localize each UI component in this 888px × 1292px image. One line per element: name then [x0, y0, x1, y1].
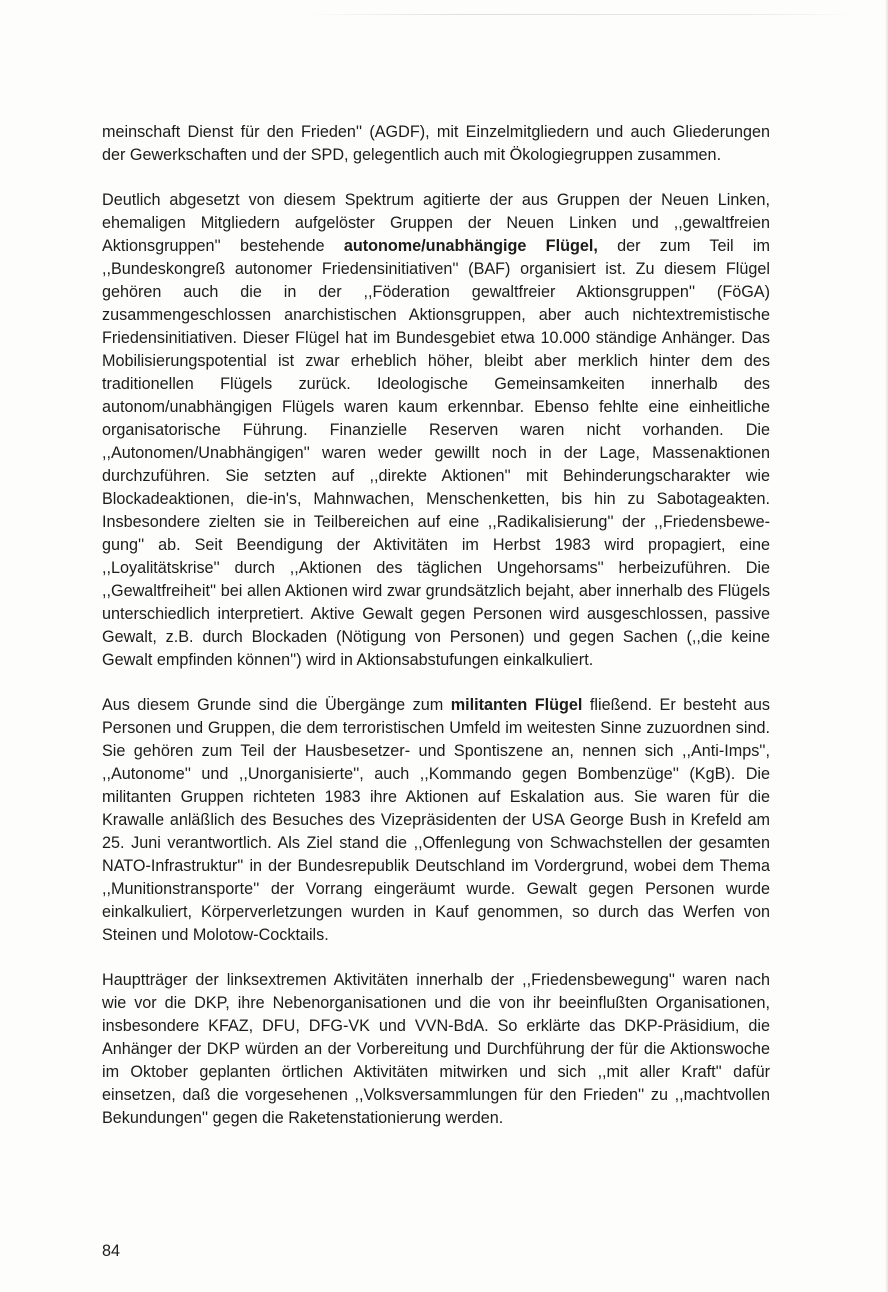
bold-term-militant-wing: militanten Flügel — [450, 696, 583, 714]
paragraph-text: meinschaft Dienst für den Frieden'' (AGDF), mit Einzelmitgliedern und auch Gliederungen der Gewerkschaften und der SPD, gelegentlich auch mit Ökologiegruppen zusammen. — [102, 123, 770, 164]
page-number: 84 — [102, 1242, 121, 1260]
paragraph-1 — [102, 121, 770, 167]
paragraph-text: Deutlich abgesetzt von diesem Spektrum agitierte der aus Gruppen der Neuen Linken, ehemaligen Mitgliedern aufgelöster Gruppen der Neuen Linken und ,,gewaltfreien Aktionsgruppen'' bestehende — [102, 191, 770, 255]
bold-term-autonomous-wing: autonome/unabhängige Flügel, — [343, 237, 598, 255]
page-body — [102, 121, 770, 1152]
paragraph-4 — [102, 969, 770, 1130]
paragraph-text: Aus diesem Grunde sind die Übergänge zum — [102, 696, 451, 714]
paragraph-2 — [102, 189, 770, 672]
paragraph-3 — [102, 694, 770, 947]
paragraph-text: der zum Teil im ,,Bundeskongreß autonomer Friedensinitiativen'' (BAF) organisiert ist. Zu diesem Flügel gehören auch die in der ,,Föderation gewaltfreier Aktionsgruppen'' (FöGA) zusammengeschlossen anarchistischen Aktionsgruppen, aber auch nichtextremistische Friedensinitiativen. Dieser Flügel hat im Bundesgebiet etwa 10.000 ständige Anhänger. Das Mobilisierungspotential ist zwar erheblich höher, bleibt aber merklich hinter dem des traditionellen Flügels zurück. Ideologische Gemeinsamkeiten innerhalb des autonom/unabhängigen Flügels waren kaum erkennbar. Ebenso fehlte eine einheitliche organisatorische Führung. Finanzielle Reserven waren nicht vorhanden. Die ,,Autonomen/Unabhängigen'' waren weder gewillt noch in der Lage, Massenaktionen durchzuführen. Sie setzten auf ,,direkte Aktionen'' mit Behinderungscharakter wie Blockadeaktionen, die-in's, Mahnwachen, Menschenketten, bis hin zu Sabotageakten. Insbesondere zielten sie in Teilbereichen auf eine ,,Radikalisierung'' der ,,Friedensbewegung'' ab. Seit Beendigung der Aktivitäten im Herbst 1983 wird propagiert, eine ,,Loyalitätskrise'' durch ,,Aktionen des täglichen Ungehorsams'' herbeizuführen. Die ,,Gewaltfreiheit'' bei allen Aktionen wird zwar grundsätzlich bejaht, aber innerhalb des Flügels unterschiedlich interpretiert. Aktive Gewalt gegen Personen wird ausgeschlossen, passive Gewalt, z.B. durch Blockaden (Nötigung von Personen) und gegen Sachen (,,die keine Gewalt empfinden können'') wird in Aktionsabstufungen einkalkuliert. — [102, 237, 771, 669]
paragraph-text: fließend. Er besteht aus Personen und Gruppen, die dem terroristischen Umfeld im weitesten Sinne zuzuordnen sind. Sie gehören zum Teil der Hausbesetzer- und Spontiszene an, nennen sich ,,Anti-Imps'', ,,Autonome'' und ,,Unorganisierte'', auch ,,Kommando gegen Bombenzüge'' (KgB). Die militanten Gruppen richteten 1983 ihre Aktionen auf Eskalation aus. Sie waren für die Krawalle anläßlich des Besuches des Vizepräsidenten der USA George Bush in Krefeld am 25. Juni verantwortlich. Als Ziel stand die ,,Offenlegung von Schwachstellen der gesamten NATO-Infrastruktur'' in der Bundesrepublik Deutschland im Vordergrund, wobei dem Thema ,,Munitionstransporte'' der Vorrang eingeräumt wurde. Gewalt gegen Personen wurde einkalkuliert, Körperverletzungen wurden in Kauf genommen, so durch das Werfen von Steinen und Molotow-Cocktails. — [102, 696, 770, 944]
paragraph-text: Hauptträger der linksextremen Aktivitäten innerhalb der ,,Friedensbewegung'' waren nach wie vor die DKP, ihre Nebenorganisationen und die von ihr beeinflußten Organisationen, insbesondere KFAZ, DFU, DFG-VK und VVN-BdA. So erklärte das DKP-Präsidium, die Anhänger der DKP würden an der Vorbereitung und Durchführung der für die Aktionswoche im Oktober geplanten örtlichen Aktivitäten mitwirken und sich ,,mit aller Kraft'' dafür einsetzen, daß die vorgesehenen ,,Volksversammlungen für den Frieden'' zu ,,machtvollen Bekundungen'' gegen die Raketenstationierung werden. — [102, 971, 770, 1127]
scan-artifact-line — [300, 14, 860, 15]
